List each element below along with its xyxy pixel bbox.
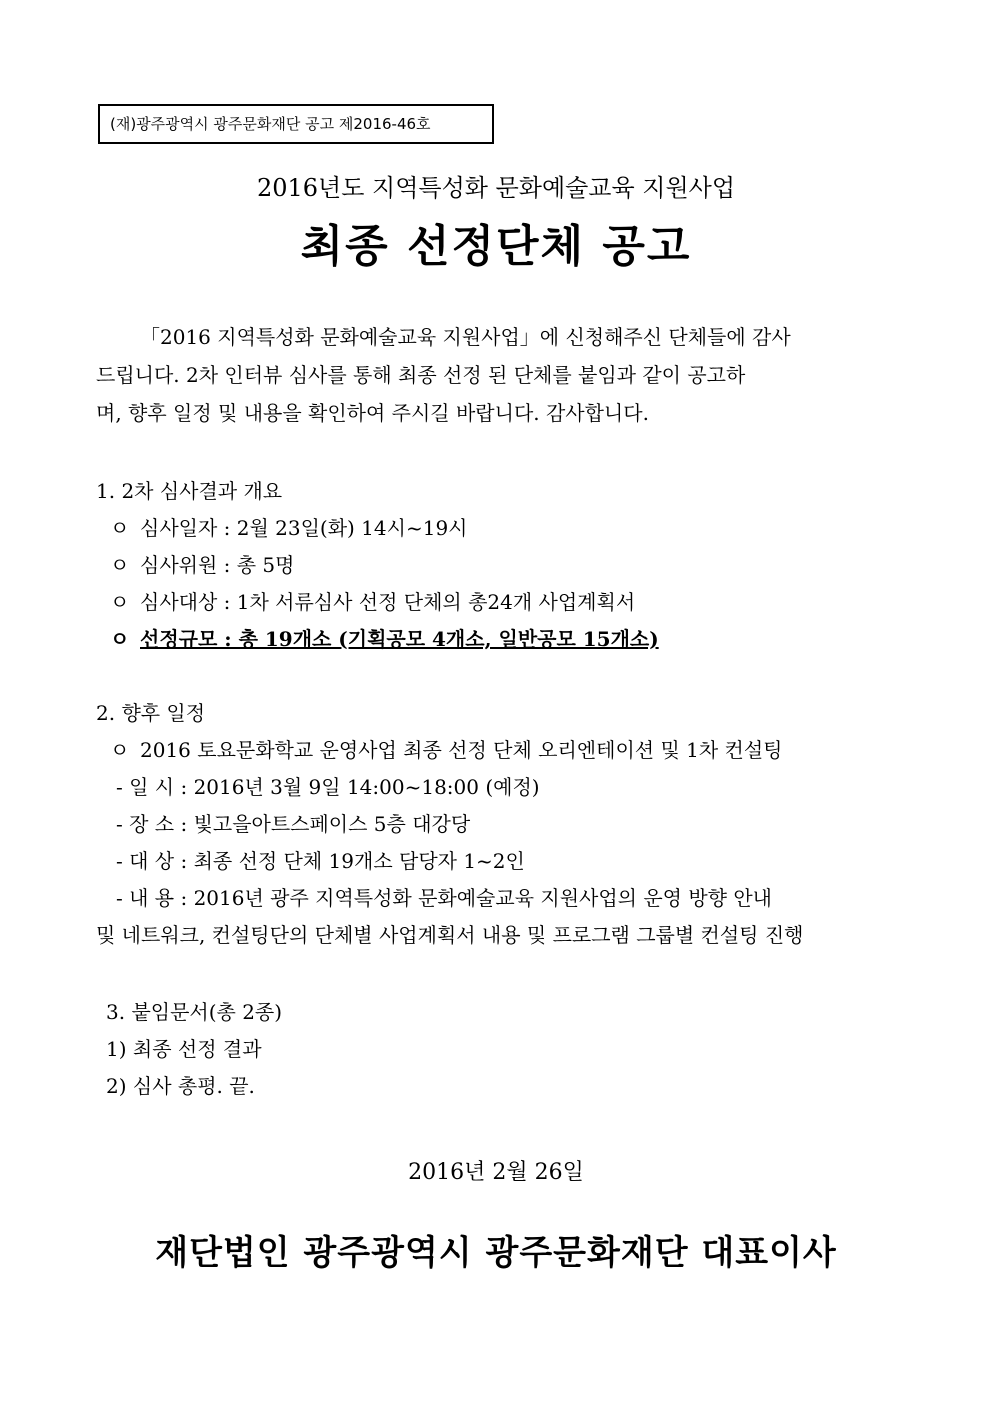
bullet-marker: ㅇ bbox=[110, 627, 130, 651]
document-title: 최종 선정단체 공고 bbox=[300, 221, 692, 272]
section3-heading: 3. 붙임문서(총 2종) bbox=[106, 1000, 283, 1024]
bullet-marker: ㅇ bbox=[110, 516, 130, 540]
orientation-title: 2016 토요문화학교 운영사업 최종 선정 단체 오리엔테이션 및 1차 컨설팅 bbox=[140, 738, 783, 762]
intro-line-3: 며, 향후 일정 및 내용을 확인하여 주시길 바랍니다. 감사합니다. bbox=[96, 401, 649, 425]
intro-paragraph bbox=[96, 318, 898, 432]
review-date: 심사일자 : 2월 23일(화) 14시~19시 bbox=[140, 516, 468, 540]
schedule-target: - 대 상 : 최종 선정 단체 19개소 담당자 1~2인 bbox=[116, 849, 525, 873]
schedule-content: - 내 용 : 2016년 광주 지역특성화 문화예술교육 지원사업의 운영 방향 안내 bbox=[116, 886, 772, 910]
section1-heading: 1. 2차 심사결과 개요 bbox=[96, 479, 283, 503]
review-target: 심사대상 : 1차 서류심사 선정 단체의 총24개 사업계획서 bbox=[140, 590, 636, 614]
intro-line-2: 드립니다. 2차 인터뷰 심사를 통해 최종 선정 된 단체를 붙임과 같이 공고하 bbox=[96, 363, 746, 387]
document-subtitle: 2016년도 지역특성화 문화예술교육 지원사업 bbox=[256, 174, 736, 202]
notice-number-box: (재)광주광역시 광주문화재단 공고 제2016-46호 bbox=[98, 104, 494, 144]
review-committee: 심사위원 : 총 5명 bbox=[140, 553, 295, 577]
section1-item bbox=[96, 620, 920, 658]
intro-line-1: 「2016 지역특성화 문화예술교육 지원사업」에 신청해주신 단체들에 감사 bbox=[140, 325, 791, 349]
section2-heading: 2. 향후 일정 bbox=[96, 701, 206, 725]
signer: 재단법인 광주광역시 광주문화재단 대표이사 bbox=[155, 1233, 837, 1273]
bullet-marker: ㅇ bbox=[110, 738, 130, 762]
attachment-item: 2) 심사 총평. 끝. bbox=[106, 1074, 255, 1098]
announcement-date: 2016년 2월 26일 bbox=[408, 1160, 584, 1185]
section2-item bbox=[96, 731, 920, 769]
selection-scale: 선정규모 : 총 19개소 (기획공모 4개소, 일반공모 15개소) bbox=[140, 627, 659, 651]
schedule-content-continued: 및 네트워크, 컨설팅단의 단체별 사업계획서 내용 및 프로그램 그룹별 컨설팅 진행 bbox=[96, 923, 804, 947]
section1-item bbox=[96, 509, 920, 547]
bullet-marker: ㅇ bbox=[110, 553, 130, 577]
bullet-marker: ㅇ bbox=[110, 590, 130, 614]
schedule-datetime: - 일 시 : 2016년 3월 9일 14:00~18:00 (예정) bbox=[116, 775, 540, 799]
section1-item bbox=[96, 583, 920, 621]
schedule-location: - 장 소 : 빛고을아트스페이스 5층 대강당 bbox=[116, 812, 471, 836]
attachment-item: 1) 최종 선정 결과 bbox=[106, 1037, 262, 1061]
section1-item bbox=[96, 546, 920, 584]
